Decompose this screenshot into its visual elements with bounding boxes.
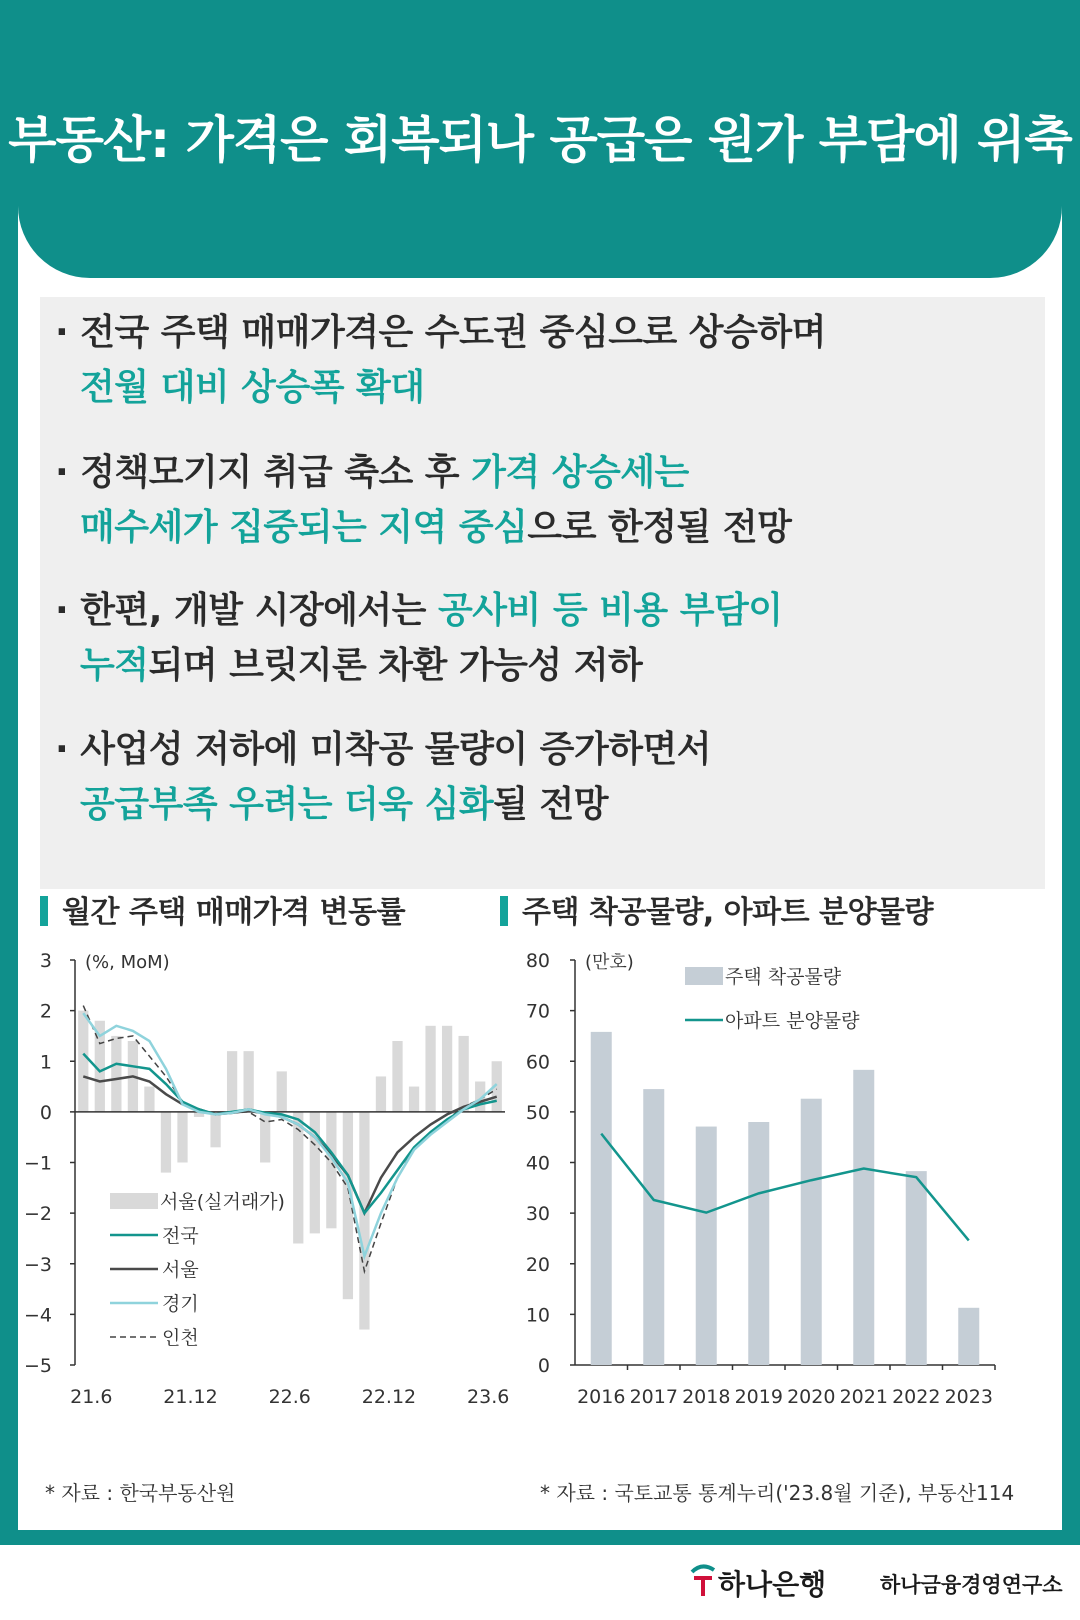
- bullet-text: 전국 주택 매매가격은 수도권 중심으로 상승하며: [80, 312, 826, 353]
- x-tick-label: 21.12: [163, 1386, 218, 1408]
- bullet-line-2: [55, 500, 791, 555]
- x-tick-label: 21.6: [70, 1386, 113, 1408]
- y-tick-label: 0: [39, 1101, 52, 1124]
- y-tick-label: 0: [537, 1355, 550, 1377]
- bullet-dot: ·: [55, 590, 81, 631]
- bar-housing-starts: [643, 1089, 664, 1365]
- bullet-text: 될 전망: [493, 784, 609, 825]
- y-tick-label: 3: [39, 950, 52, 972]
- legend-label: 인천: [162, 1327, 199, 1349]
- y-tick-label: 70: [525, 1000, 550, 1023]
- y-tick-label: 80: [525, 950, 550, 972]
- bullet-line-1: [55, 452, 689, 493]
- bar-housing-starts: [958, 1308, 979, 1365]
- bar-seoul-actual: [459, 1036, 469, 1112]
- bullet-text: 으로 한정될 전망: [527, 507, 792, 548]
- legend-label: 전국: [162, 1225, 199, 1247]
- bar-housing-starts: [748, 1122, 769, 1365]
- bullet-dot: ·: [55, 729, 81, 770]
- bar-seoul-actual: [78, 1011, 88, 1112]
- bar-seoul-actual: [293, 1112, 303, 1244]
- bar-seoul-actual: [326, 1112, 336, 1228]
- legend-swatch-bar: [110, 1193, 158, 1209]
- left-source-note: * 자료 : 한국부동산원: [45, 1481, 236, 1505]
- bar-seoul-actual: [343, 1112, 353, 1299]
- bar-seoul-actual: [111, 1036, 121, 1112]
- right-section-title: [500, 887, 933, 931]
- bullet-line-2: [55, 777, 711, 832]
- y-tick-label: 2: [39, 1000, 52, 1023]
- left-section-title-text: 월간 주택 매매가격 변동률: [62, 895, 406, 930]
- x-tick-label: 22.6: [268, 1386, 311, 1408]
- section-marker: [500, 896, 508, 926]
- bar-seoul-actual: [244, 1051, 254, 1112]
- x-tick-label: 23.6: [467, 1386, 510, 1408]
- legend-label: 아파트 분양물량: [725, 1010, 860, 1032]
- bullet-text: 매수세가 집중되는 지역 중심: [80, 507, 528, 548]
- hana-logo-icon: [688, 1562, 718, 1598]
- bar-housing-starts: [801, 1099, 822, 1365]
- y-tick-label: 30: [525, 1203, 550, 1226]
- legend-label: 서울(실거래가): [160, 1191, 285, 1213]
- bullet-text: 공사비 등 비용 부담이: [437, 590, 783, 631]
- bar-seoul-actual: [227, 1051, 237, 1112]
- bar-housing-starts: [591, 1032, 612, 1365]
- x-tick-label: 2019: [734, 1386, 783, 1408]
- section-marker: [40, 896, 48, 926]
- legend-label: 경기: [162, 1293, 199, 1315]
- x-tick-label: 2020: [787, 1386, 836, 1408]
- y-tick-label: 50: [525, 1101, 550, 1124]
- bullet-line-2: [55, 360, 826, 415]
- bar-seoul-actual: [442, 1026, 452, 1112]
- page-title: 부동산: 가격은 회복되나 공급은 원가 부담에 위축: [8, 111, 1072, 169]
- y-tick-label: −2: [23, 1203, 52, 1226]
- bar-seoul-actual: [409, 1087, 419, 1112]
- bullet-line-2: [55, 638, 783, 693]
- bullet-text: 사업성 저하에 미착공 물량이 증가하면서: [80, 729, 712, 770]
- bullet-text: 공급부족 우려는 더욱 심화: [80, 784, 494, 825]
- bullet-text: 가격 상승세는: [471, 452, 689, 493]
- summary-bullet: [55, 445, 791, 555]
- left-section-title: [40, 887, 405, 931]
- y-tick-label: 20: [525, 1253, 550, 1276]
- bar-housing-starts: [696, 1127, 717, 1365]
- legend-swatch-bar: [685, 967, 723, 985]
- bullet-dot: ·: [55, 312, 81, 353]
- y-tick-label: −1: [23, 1152, 52, 1175]
- y-tick-label: 1: [39, 1051, 52, 1074]
- bank-name: 하나은행: [718, 1568, 827, 1601]
- bar-seoul-actual: [392, 1041, 402, 1112]
- legend-label: 서울: [162, 1259, 199, 1281]
- unit-label: (만호): [585, 952, 634, 973]
- y-tick-label: −4: [23, 1304, 52, 1327]
- bar-housing-starts: [906, 1171, 927, 1365]
- bar-seoul-actual: [376, 1076, 386, 1111]
- x-tick-label: 2022: [892, 1386, 941, 1408]
- bar-seoul-actual: [277, 1071, 287, 1112]
- bar-seoul-actual: [144, 1087, 154, 1112]
- bar-seoul-actual: [359, 1112, 369, 1330]
- unit-label: (%, MoM): [85, 952, 170, 973]
- x-tick-label: 22.12: [361, 1386, 417, 1408]
- y-tick-label: 60: [525, 1051, 550, 1074]
- right-section-title-text: 주택 착공물량, 아파트 분양물량: [522, 895, 933, 930]
- bullet-text: 전월 대비 상승폭 확대: [80, 367, 425, 408]
- bar-seoul-actual: [210, 1112, 220, 1147]
- bullet-line-1: [55, 312, 826, 353]
- housing-supply-chart: [520, 945, 1030, 1435]
- right-source-note: * 자료 : 국토교통 통계누리('23.8월 기준), 부동산114: [540, 1481, 1015, 1505]
- x-tick-label: 2021: [839, 1386, 888, 1408]
- bullet-line-1: [55, 590, 783, 631]
- x-tick-label: 2018: [682, 1386, 731, 1408]
- price-change-chart: [23, 945, 520, 1435]
- institute-name: 하나금융경영연구소: [880, 1573, 1063, 1597]
- x-tick-label: 2017: [629, 1386, 678, 1408]
- x-tick-label: 2016: [577, 1386, 626, 1408]
- bullet-dot: ·: [55, 452, 81, 493]
- bullet-line-1: [55, 729, 711, 770]
- legend-label: 주택 착공물량: [725, 966, 842, 988]
- bullet-text: 정책모기지 취급 축소 후: [80, 452, 472, 493]
- y-tick-label: −5: [23, 1355, 52, 1377]
- bullet-text: 되며 브릿지론 차환 가능성 저하: [148, 645, 643, 686]
- y-tick-label: −3: [23, 1253, 52, 1276]
- bar-seoul-actual: [161, 1112, 171, 1173]
- y-tick-label: 40: [525, 1152, 550, 1175]
- bullet-text: 누적: [80, 645, 149, 686]
- summary-bullet: [55, 583, 783, 693]
- bar-seoul-actual: [425, 1026, 435, 1112]
- x-tick-label: 2023: [944, 1386, 993, 1408]
- y-tick-label: 10: [525, 1304, 550, 1327]
- summary-bullet: [55, 305, 826, 415]
- summary-bullet: [55, 722, 711, 832]
- bar-housing-starts: [853, 1070, 874, 1365]
- bullet-text: 한편, 개발 시장에서는: [80, 590, 438, 631]
- bar-seoul-actual: [177, 1112, 187, 1163]
